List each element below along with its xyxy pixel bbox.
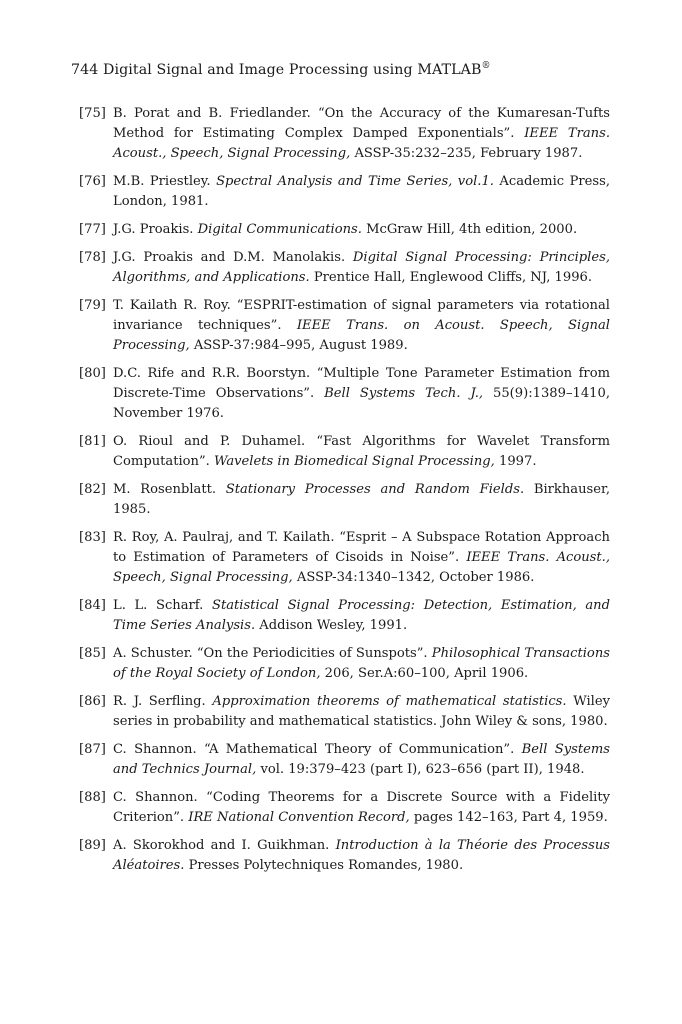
reference-details: ASSP-35:232–235, February 1987. — [354, 146, 583, 161]
reference-88 — [79, 788, 610, 828]
reference-details: 1997. — [499, 454, 537, 469]
reference-83 — [79, 528, 610, 588]
reference-number: [84] — [79, 598, 106, 613]
reference-number: [86] — [79, 694, 106, 709]
reference-81 — [79, 432, 610, 472]
reference-details: 55(9):1389–1410, November 1976. — [113, 386, 610, 421]
reference-86 — [79, 692, 610, 732]
reference-details: vol. 19:379–423 (part I), 623–656 (part II), 1948. — [260, 762, 585, 777]
reference-authors-title: A. Skorokhod and I. Guikhman. — [113, 838, 330, 853]
reference-source: Philosophical Transactions of the Royal Society of London, — [113, 646, 610, 681]
reference-details: Addison Wesley, 1991. — [259, 618, 408, 633]
reference-number: [87] — [79, 742, 106, 757]
running-header-text: 744 Digital Signal and Image Processing using MATLAB — [71, 62, 482, 78]
reference-number: [76] — [79, 174, 106, 189]
reference-number: [82] — [79, 482, 106, 497]
reference-number: [89] — [79, 838, 106, 853]
reference-89 — [79, 836, 610, 876]
reference-details: Birkhauser, 1985. — [113, 482, 610, 517]
reference-number: [80] — [79, 366, 106, 381]
reference-source: Introduction à la Théorie des Processus Aléatoires. — [113, 838, 610, 873]
reference-authors-title: M. Rosenblatt. — [113, 482, 217, 497]
reference-details: 206, Ser.A:60–100, April 1906. — [324, 666, 529, 681]
reference-source: IRE National Convention Record, — [188, 810, 410, 825]
reference-77 — [79, 220, 610, 240]
reference-78 — [79, 248, 610, 288]
reference-source: IEEE Trans. Acoust., Speech, Signal Processing, — [113, 126, 610, 161]
reference-source: Stationary Processes and Random Fields. — [225, 482, 525, 497]
reference-number: [83] — [79, 530, 106, 545]
reference-number: [85] — [79, 646, 106, 661]
reference-authors-title: T. Kailath R. Roy. “ESPRIT-estimation of signal parameters via rotational invariance techniques”. — [113, 298, 610, 333]
reference-source: Bell Systems and Technics Journal, — [113, 742, 610, 777]
reference-number: [81] — [79, 434, 106, 449]
reference-authors-title: J.G. Proakis and D.M. Manolakis. — [113, 250, 346, 265]
reference-authors-title: O. Rioul and P. Duhamel. “Fast Algorithms for Wavelet Transform Computation”. — [113, 434, 610, 469]
reference-84 — [79, 596, 610, 636]
reference-source: Digital Signal Processing: Principles, Algorithms, and Applications. — [113, 250, 611, 285]
running-header — [71, 61, 491, 78]
reference-authors-title: D.C. Rife and R.R. Boorstyn. “Multiple Tone Parameter Estimation from Discrete-Time Observations”. — [113, 366, 610, 401]
reference-number: [77] — [79, 222, 106, 237]
reference-75 — [79, 104, 610, 164]
reference-authors-title: J.G. Proakis. — [113, 222, 194, 237]
reference-82 — [79, 480, 610, 520]
reference-details: McGraw Hill, 4th edition, 2000. — [366, 222, 578, 237]
reference-number: [78] — [79, 250, 106, 265]
reference-source: Bell Systems Tech. J., — [324, 386, 484, 401]
registered-mark: ® — [481, 61, 491, 71]
reference-source: Spectral Analysis and Time Series, vol.1. — [216, 174, 494, 189]
reference-87 — [79, 740, 610, 780]
reference-authors-title: L. L. Scharf. — [113, 598, 204, 613]
reference-authors-title: C. Shannon. “A Mathematical Theory of Communication”. — [113, 742, 515, 757]
reference-authors-title: C. Shannon. “Coding Theorems for a Discrete Source with a Fidelity Criterion”. — [113, 790, 610, 825]
reference-source: Wavelets in Biomedical Signal Processing, — [214, 454, 495, 469]
reference-source: Statistical Signal Processing: Detection, Estimation, and Time Series Analysis. — [113, 598, 610, 633]
reference-details: pages 142–163, Part 4, 1959. — [413, 810, 608, 825]
reference-details: ASSP-34:1340–1342, October 1986. — [296, 570, 535, 585]
reference-authors-title: A. Schuster. “On the Periodicities of Sunspots”. — [113, 646, 428, 661]
reference-authors-title: B. Porat and B. Friedlander. “On the Accuracy of the Kumaresan-Tufts Method for Estimating Complex Damped Exponentials”. — [113, 106, 610, 141]
reference-number: [75] — [79, 106, 106, 121]
reference-details: Presses Polytechniques Romandes, 1980. — [188, 858, 464, 873]
reference-authors-title: M.B. Priestley. — [113, 174, 211, 189]
reference-authors-title: R. J. Serfling. — [113, 694, 206, 709]
reference-76 — [79, 172, 610, 212]
reference-details: Prentice Hall, Englewood Cliffs, NJ, 1996. — [313, 270, 593, 285]
reference-details: Academic Press, London, 1981. — [113, 174, 610, 209]
reference-details: Wiley series in probability and mathematical statistics. John Wiley & sons, 1980. — [113, 694, 610, 729]
reference-details: ASSP-37:984–995, August 1989. — [193, 338, 408, 353]
reference-79 — [79, 296, 610, 356]
reference-source: IEEE Trans. on Acoust. Speech, Signal Processing, — [113, 318, 610, 353]
reference-source: Digital Communications. — [197, 222, 362, 237]
reference-source: Approximation theorems of mathematical statistics. — [212, 694, 567, 709]
reference-list — [79, 104, 610, 884]
reference-number: [79] — [79, 298, 106, 313]
reference-source: IEEE Trans. Acoust., Speech, Signal Processing, — [113, 550, 610, 585]
reference-authors-title: R. Roy, A. Paulraj, and T. Kailath. “Esprit – A Subspace Rotation Approach to Estimation of Parameters of Cisoids in Noise”. — [113, 530, 610, 565]
reference-85 — [79, 644, 610, 684]
reference-number: [88] — [79, 790, 106, 805]
reference-80 — [79, 364, 610, 424]
